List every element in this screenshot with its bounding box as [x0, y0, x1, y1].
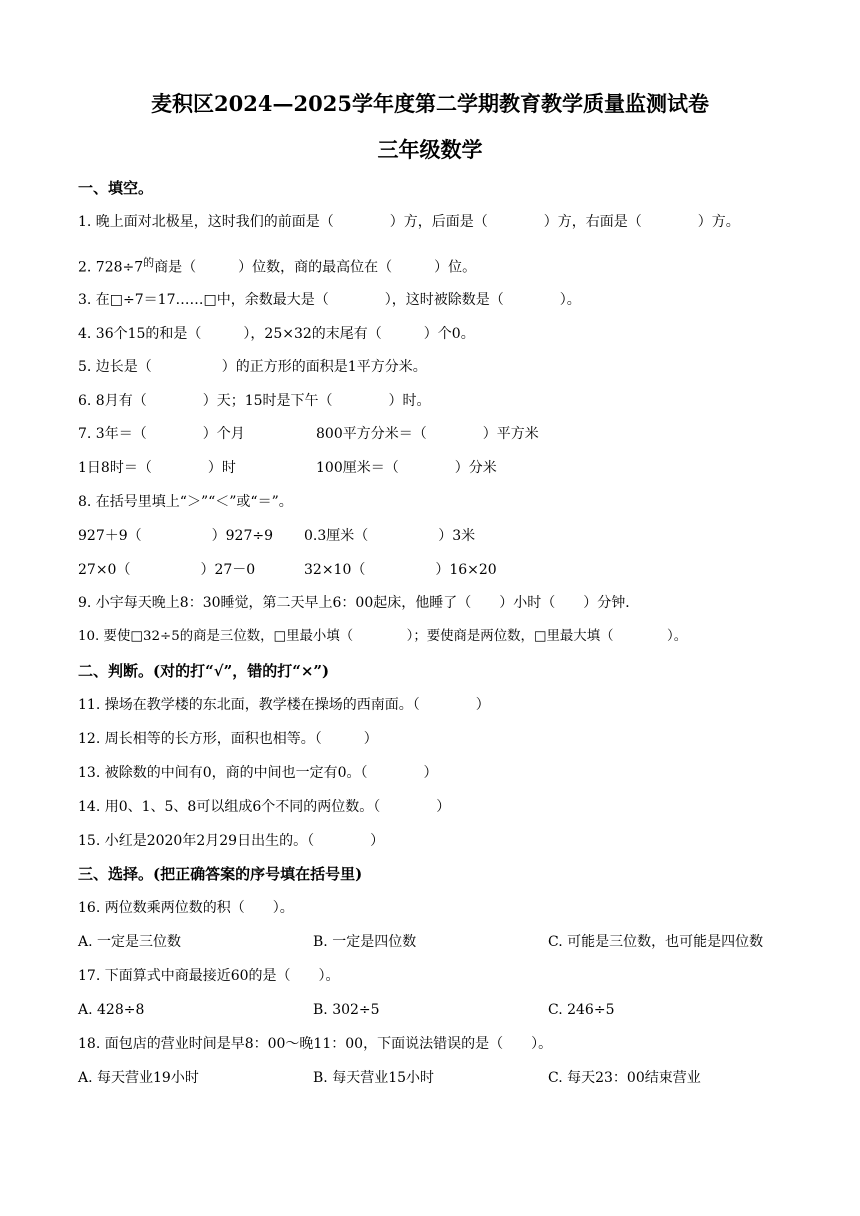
question-4: 4. 36个15的和是（ ），25×32的末尾有（ ）个0。 [78, 326, 475, 342]
question-1: 1. 晚上面对北极星，这时我们的前面是（ ）方，后面是（ ）方，右面是（ ）方。 [78, 214, 740, 230]
question-2-text-a: 2. 728÷7 [78, 259, 144, 276]
question-16: 16. 两位数乘两位数的积（ ）。 [78, 900, 294, 916]
question-8-part-b: 0.3厘米（ ）3米 [304, 528, 476, 544]
question-10: 10. 要使□32÷5的商是三位数，□里最小填（ ）；要使商是两位数，□里最大填（ ）。 [78, 629, 688, 644]
question-2 [78, 253, 476, 278]
question-18: 18. 面包店的营业时间是早8：00～晚11：00，下面说法错误的是（ ）。 [78, 1036, 553, 1052]
question-17-option-a: A. 428÷8 [78, 1002, 145, 1018]
question-9: 9. 小宇每天晚上8：30睡觉，第二天早上6：00起床，他睡了（ ）小时（ ）分钟． [78, 595, 640, 611]
question-7-part-b: 800平方分米＝（ ）平方米 [316, 426, 539, 442]
question-12: 12. 周长相等的长方形，面积也相等。（ ） [78, 731, 378, 747]
question-18-option-c: C. 每天23：00结束营业 [548, 1070, 701, 1086]
question-18-option-b: B. 每天营业15小时 [313, 1070, 435, 1086]
question-17-option-c: C. 246÷5 [548, 1002, 615, 1018]
question-16-option-c: C. 可能是三位数，也可能是四位数 [548, 934, 764, 950]
section-heading-fill-blank: 一、填空。 [78, 179, 154, 197]
question-11: 11. 操场在教学楼的东北面，教学楼在操场的西南面。（ ） [78, 697, 490, 713]
question-16-option-b: B. 一定是四位数 [313, 934, 417, 950]
question-6: 6. 8月有（ ）天；15时是下午（ ）时。 [78, 393, 431, 409]
question-5: 5. 边长是（ ）的正方形的面积是1平方分米。 [78, 359, 427, 375]
question-15: 15. 小红是2020年2月29日出生的。（ ） [78, 833, 385, 849]
page-title: 麦积区2024—2025学年度第二学期教育教学质量监测试卷 [151, 91, 709, 116]
page-subtitle: 三年级数学 [377, 137, 483, 162]
section-heading-true-false: 二、判断。(对的打“√”，错的打“×”) [78, 662, 330, 680]
question-8-part-a: 927＋9（ ）927÷9 [78, 528, 273, 544]
section-heading-multiple-choice: 三、选择。(把正确答案的序号填在括号里) [78, 865, 363, 883]
question-2-text-b: 商是（ ）位数，商的最高位在（ ）位。 [154, 259, 477, 276]
question-8-part-c: 27×0（ ）27－0 [78, 562, 256, 578]
question-13: 13. 被除数的中间有0，商的中间也一定有0。（ ） [78, 765, 438, 781]
question-7-part-c: 1日8时＝（ ）时 [78, 460, 236, 476]
question-7-part-d: 100厘米＝（ ）分米 [316, 460, 497, 476]
question-2-superscript: 的 [143, 256, 155, 269]
question-14: 14. 用0、1、5、8可以组成6个不同的两位数。（ ） [78, 799, 451, 815]
question-8-part-d: 32×10（ ）16×20 [304, 562, 497, 578]
question-3: 3. 在□÷7＝17……□中，余数最大是（ ），这时被除数是（ ）。 [78, 292, 581, 308]
question-17: 17. 下面算式中商最接近60的是（ ）。 [78, 968, 340, 984]
question-16-option-a: A. 一定是三位数 [78, 934, 182, 950]
question-18-option-a: A. 每天营业19小时 [78, 1070, 199, 1086]
question-8: 8. 在括号里填上“＞”“＜”或“＝”。 [78, 494, 293, 510]
question-17-option-b: B. 302÷5 [313, 1002, 380, 1018]
question-7-part-a: 7. 3年＝（ ）个月 [78, 426, 245, 442]
